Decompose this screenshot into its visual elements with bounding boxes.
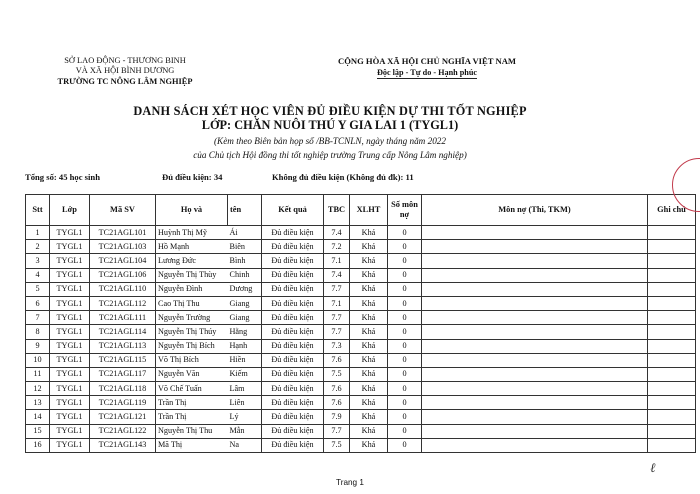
agency-line-2: VÀ XÃ HỘI BÌNH DƯƠNG	[75, 66, 175, 76]
cell-tbc: 7.3	[324, 339, 350, 353]
cell-monno	[422, 325, 648, 339]
cell-ghichu	[648, 339, 696, 353]
cell-somon: 0	[388, 268, 422, 282]
cell-xlht: Khá	[350, 382, 388, 396]
cell-ghichu	[648, 438, 696, 452]
col-hova: Họ và	[156, 195, 228, 226]
cell-tbc: 7.7	[324, 424, 350, 438]
cell-masv: TC21AGL114	[90, 325, 156, 339]
cell-tbc: 7.2	[324, 240, 350, 254]
cell-lop: TYGL1	[50, 226, 90, 240]
cell-monno	[422, 424, 648, 438]
cell-ghichu	[648, 410, 696, 424]
col-lop: Lớp	[50, 195, 90, 226]
cell-stt: 16	[26, 438, 50, 452]
table-row	[26, 339, 696, 353]
cell-ho: Cao Thị Thu	[156, 296, 228, 310]
col-somon: Số môn nợ	[388, 195, 422, 226]
cell-somon: 0	[388, 282, 422, 296]
cell-ketqua: Đủ điều kiện	[262, 396, 324, 410]
cell-ketqua: Đủ điều kiện	[262, 268, 324, 282]
agency-line-1: SỞ LAO ĐỘNG - THƯƠNG BINH	[64, 56, 186, 65]
cell-stt: 8	[26, 325, 50, 339]
cell-monno	[422, 254, 648, 268]
cell-ten: Kiếm	[228, 367, 262, 381]
cell-ten: Hằng	[228, 325, 262, 339]
cell-stt: 3	[26, 254, 50, 268]
cell-ho: Huỳnh Thị Mỹ	[156, 226, 228, 240]
cell-somon: 0	[388, 325, 422, 339]
cell-ghichu	[648, 325, 696, 339]
cell-somon: 0	[388, 226, 422, 240]
cell-ho: Nguyễn Thị Bích	[156, 339, 228, 353]
cell-masv: TC21AGL121	[90, 410, 156, 424]
school-name: TRƯỜNG TC NÔNG LÂM NGHIỆP	[57, 76, 193, 86]
cell-xlht: Khá	[350, 325, 388, 339]
table-row	[26, 424, 696, 438]
cell-xlht: Khá	[350, 282, 388, 296]
cell-stt: 11	[26, 367, 50, 381]
cell-somon: 0	[388, 339, 422, 353]
cell-lop: TYGL1	[50, 282, 90, 296]
cell-ketqua: Đủ điều kiện	[262, 382, 324, 396]
cell-tbc: 7.7	[324, 282, 350, 296]
cell-monno	[422, 353, 648, 367]
table-row	[26, 396, 696, 410]
cell-ghichu	[648, 282, 696, 296]
cell-ketqua: Đủ điều kiện	[262, 367, 324, 381]
table-row	[26, 296, 696, 310]
table-header-row	[26, 195, 696, 226]
cell-lop: TYGL1	[50, 254, 90, 268]
cell-monno	[422, 226, 648, 240]
cell-ten: Giang	[228, 296, 262, 310]
table-row	[26, 240, 696, 254]
cell-masv: TC21AGL122	[90, 424, 156, 438]
cell-stt: 12	[26, 382, 50, 396]
cell-lop: TYGL1	[50, 396, 90, 410]
cell-monno	[422, 396, 648, 410]
col-ten: tên	[228, 195, 262, 226]
cell-masv: TC21AGL143	[90, 438, 156, 452]
cell-monno	[422, 240, 648, 254]
cell-ten: Bình	[228, 254, 262, 268]
cell-masv: TC21AGL115	[90, 353, 156, 367]
cell-xlht: Khá	[350, 226, 388, 240]
cell-ten: Giang	[228, 311, 262, 325]
cell-xlht: Khá	[350, 254, 388, 268]
cell-tbc: 7.7	[324, 311, 350, 325]
col-xlht: XLHT	[350, 195, 388, 226]
table-row	[26, 410, 696, 424]
cell-ho: Võ Chế Tuấn	[156, 382, 228, 396]
cell-ho: Nguyễn Thị Thùy	[156, 268, 228, 282]
cell-ketqua: Đủ điều kiện	[262, 424, 324, 438]
cell-ho: Võ Thị Bích	[156, 353, 228, 367]
summary-eligible: Đủ điều kiện: 34	[162, 172, 223, 182]
cell-ghichu	[648, 226, 696, 240]
cell-lop: TYGL1	[50, 268, 90, 282]
cell-ghichu	[648, 353, 696, 367]
cell-stt: 9	[26, 339, 50, 353]
cell-somon: 0	[388, 311, 422, 325]
cell-masv: TC21AGL106	[90, 268, 156, 282]
cell-monno	[422, 268, 648, 282]
cell-monno	[422, 339, 648, 353]
cell-monno	[422, 282, 648, 296]
cell-tbc: 7.6	[324, 396, 350, 410]
cell-ketqua: Đủ điều kiện	[262, 438, 324, 452]
cell-ketqua: Đủ điều kiện	[262, 226, 324, 240]
cell-tbc: 7.1	[324, 254, 350, 268]
cell-tbc: 7.4	[324, 268, 350, 282]
table-row	[26, 438, 696, 452]
cell-masv: TC21AGL104	[90, 254, 156, 268]
cell-ketqua: Đủ điều kiện	[262, 240, 324, 254]
cell-ten: Liên	[228, 396, 262, 410]
table-row	[26, 226, 696, 240]
cell-masv: TC21AGL112	[90, 296, 156, 310]
cell-lop: TYGL1	[50, 367, 90, 381]
cell-somon: 0	[388, 438, 422, 452]
cell-somon: 0	[388, 254, 422, 268]
cell-masv: TC21AGL103	[90, 240, 156, 254]
cell-xlht: Khá	[350, 424, 388, 438]
cell-stt: 13	[26, 396, 50, 410]
table-row	[26, 367, 696, 381]
cell-somon: 0	[388, 353, 422, 367]
signature-mark: ℓ	[650, 460, 656, 475]
cell-stt: 6	[26, 296, 50, 310]
cell-lop: TYGL1	[50, 311, 90, 325]
cell-ketqua: Đủ điều kiện	[262, 311, 324, 325]
cell-tbc: 7.5	[324, 438, 350, 452]
cell-tbc: 7.1	[324, 296, 350, 310]
cell-lop: TYGL1	[50, 353, 90, 367]
cell-monno	[422, 410, 648, 424]
cell-tbc: 7.9	[324, 410, 350, 424]
cell-ghichu	[648, 424, 696, 438]
cell-ketqua: Đủ điều kiện	[262, 282, 324, 296]
cell-masv: TC21AGL111	[90, 311, 156, 325]
table-row	[26, 353, 696, 367]
cell-ho: Hồ Mạnh	[156, 240, 228, 254]
cell-ho: Lương Đức	[156, 254, 228, 268]
cell-ketqua: Đủ điều kiện	[262, 325, 324, 339]
cell-ten: Biên	[228, 240, 262, 254]
national-motto	[322, 56, 532, 79]
cell-stt: 14	[26, 410, 50, 424]
cell-ketqua: Đủ điều kiện	[262, 410, 324, 424]
table-row	[26, 311, 696, 325]
col-ketqua: Kết quả	[262, 195, 324, 226]
cell-xlht: Khá	[350, 367, 388, 381]
cell-monno	[422, 311, 648, 325]
cell-masv: TC21AGL117	[90, 367, 156, 381]
col-masv: Mã SV	[90, 195, 156, 226]
cell-somon: 0	[388, 382, 422, 396]
cell-tbc: 7.4	[324, 226, 350, 240]
cell-somon: 0	[388, 410, 422, 424]
country-name: CỘNG HÒA XÃ HỘI CHỦ NGHĨA VIỆT NAM	[337, 56, 517, 66]
cell-ten: Chinh	[228, 268, 262, 282]
cell-ghichu	[648, 396, 696, 410]
cell-somon: 0	[388, 396, 422, 410]
cell-lop: TYGL1	[50, 424, 90, 438]
cell-ketqua: Đủ điều kiện	[262, 339, 324, 353]
cell-xlht: Khá	[350, 410, 388, 424]
cell-stt: 2	[26, 240, 50, 254]
cell-ho: Mã Thị	[156, 438, 228, 452]
document-title: DANH SÁCH XÉT HỌC VIÊN ĐỦ ĐIỀU KIỆN DỰ THI TỐT NGHIỆP	[133, 104, 527, 118]
cell-ho: Nguyễn Trường	[156, 311, 228, 325]
col-stt: Stt	[26, 195, 50, 226]
cell-somon: 0	[388, 424, 422, 438]
reference-line-1: (Kèm theo Biên bản họp số /BB-TCNLN, ngày tháng năm 2022	[214, 136, 446, 146]
cell-ten: Ái	[228, 226, 262, 240]
col-ghichu: Ghi chú	[648, 195, 696, 226]
reference-line-2: của Chủ tịch Hội đồng thi tốt nghiệp trường Trung cấp Nông Lâm nghiệp)	[193, 150, 467, 160]
col-tbc: TBC	[324, 195, 350, 226]
cell-ten: Lâm	[228, 382, 262, 396]
cell-ho: Nguyễn Đình	[156, 282, 228, 296]
cell-lop: TYGL1	[50, 240, 90, 254]
cell-ten: Na	[228, 438, 262, 452]
motto-text: Độc lập - Tự do - Hạnh phúc	[376, 68, 478, 77]
cell-ketqua: Đủ điều kiện	[262, 296, 324, 310]
cell-lop: TYGL1	[50, 410, 90, 424]
motto-underline	[377, 78, 477, 79]
cell-tbc: 7.6	[324, 353, 350, 367]
cell-ho: Nguyễn Thị Thu	[156, 424, 228, 438]
cell-xlht: Khá	[350, 311, 388, 325]
cell-tbc: 7.6	[324, 382, 350, 396]
cell-ghichu	[648, 240, 696, 254]
cell-ghichu	[648, 268, 696, 282]
cell-xlht: Khá	[350, 339, 388, 353]
table-row	[26, 254, 696, 268]
table-row	[26, 382, 696, 396]
cell-somon: 0	[388, 367, 422, 381]
summary-total: Tổng số: 45 học sinh	[25, 172, 100, 182]
cell-ho: Nguyễn Thị Thúy	[156, 325, 228, 339]
cell-stt: 1	[26, 226, 50, 240]
cell-lop: TYGL1	[50, 296, 90, 310]
student-table	[25, 194, 696, 453]
cell-tbc: 7.7	[324, 325, 350, 339]
cell-ghichu	[648, 367, 696, 381]
cell-lop: TYGL1	[50, 382, 90, 396]
cell-masv: TC21AGL101	[90, 226, 156, 240]
cell-somon: 0	[388, 240, 422, 254]
cell-ten: Hiền	[228, 353, 262, 367]
cell-stt: 10	[26, 353, 50, 367]
cell-stt: 4	[26, 268, 50, 282]
cell-ketqua: Đủ điều kiện	[262, 353, 324, 367]
cell-stt: 15	[26, 424, 50, 438]
class-title: LỚP: CHĂN NUÔI THÚ Y GIA LAI 1 (TYGL1)	[201, 118, 459, 132]
cell-ten: Hạnh	[228, 339, 262, 353]
cell-monno	[422, 367, 648, 381]
cell-xlht: Khá	[350, 240, 388, 254]
cell-tbc: 7.5	[324, 367, 350, 381]
cell-ho: Nguyễn Văn	[156, 367, 228, 381]
cell-ten: Lý	[228, 410, 262, 424]
cell-ghichu	[648, 296, 696, 310]
cell-masv: TC21AGL110	[90, 282, 156, 296]
cell-monno	[422, 438, 648, 452]
cell-xlht: Khá	[350, 296, 388, 310]
cell-lop: TYGL1	[50, 339, 90, 353]
cell-ho: Trần Thị	[156, 396, 228, 410]
cell-monno	[422, 382, 648, 396]
table-row	[26, 282, 696, 296]
cell-masv: TC21AGL113	[90, 339, 156, 353]
cell-ten: Dương	[228, 282, 262, 296]
cell-xlht: Khá	[350, 353, 388, 367]
cell-lop: TYGL1	[50, 325, 90, 339]
issuing-agency	[20, 56, 230, 87]
cell-stt: 5	[26, 282, 50, 296]
cell-lop: TYGL1	[50, 438, 90, 452]
table-row	[26, 268, 696, 282]
cell-xlht: Khá	[350, 438, 388, 452]
cell-ho: Trần Thị	[156, 410, 228, 424]
page-number: Trang 1	[336, 478, 364, 487]
cell-masv: TC21AGL119	[90, 396, 156, 410]
cell-xlht: Khá	[350, 268, 388, 282]
cell-xlht: Khá	[350, 396, 388, 410]
cell-somon: 0	[388, 296, 422, 310]
cell-ten: Mẫn	[228, 424, 262, 438]
cell-masv: TC21AGL118	[90, 382, 156, 396]
cell-ketqua: Đủ điều kiện	[262, 254, 324, 268]
cell-ghichu	[648, 311, 696, 325]
cell-stt: 7	[26, 311, 50, 325]
cell-monno	[422, 296, 648, 310]
cell-ghichu	[648, 382, 696, 396]
col-monno: Môn nợ (Thi, TKM)	[422, 195, 648, 226]
summary-ineligible: Không đủ điều kiện (Không đủ đk): 11	[272, 172, 414, 182]
table-row	[26, 325, 696, 339]
cell-ghichu	[648, 254, 696, 268]
